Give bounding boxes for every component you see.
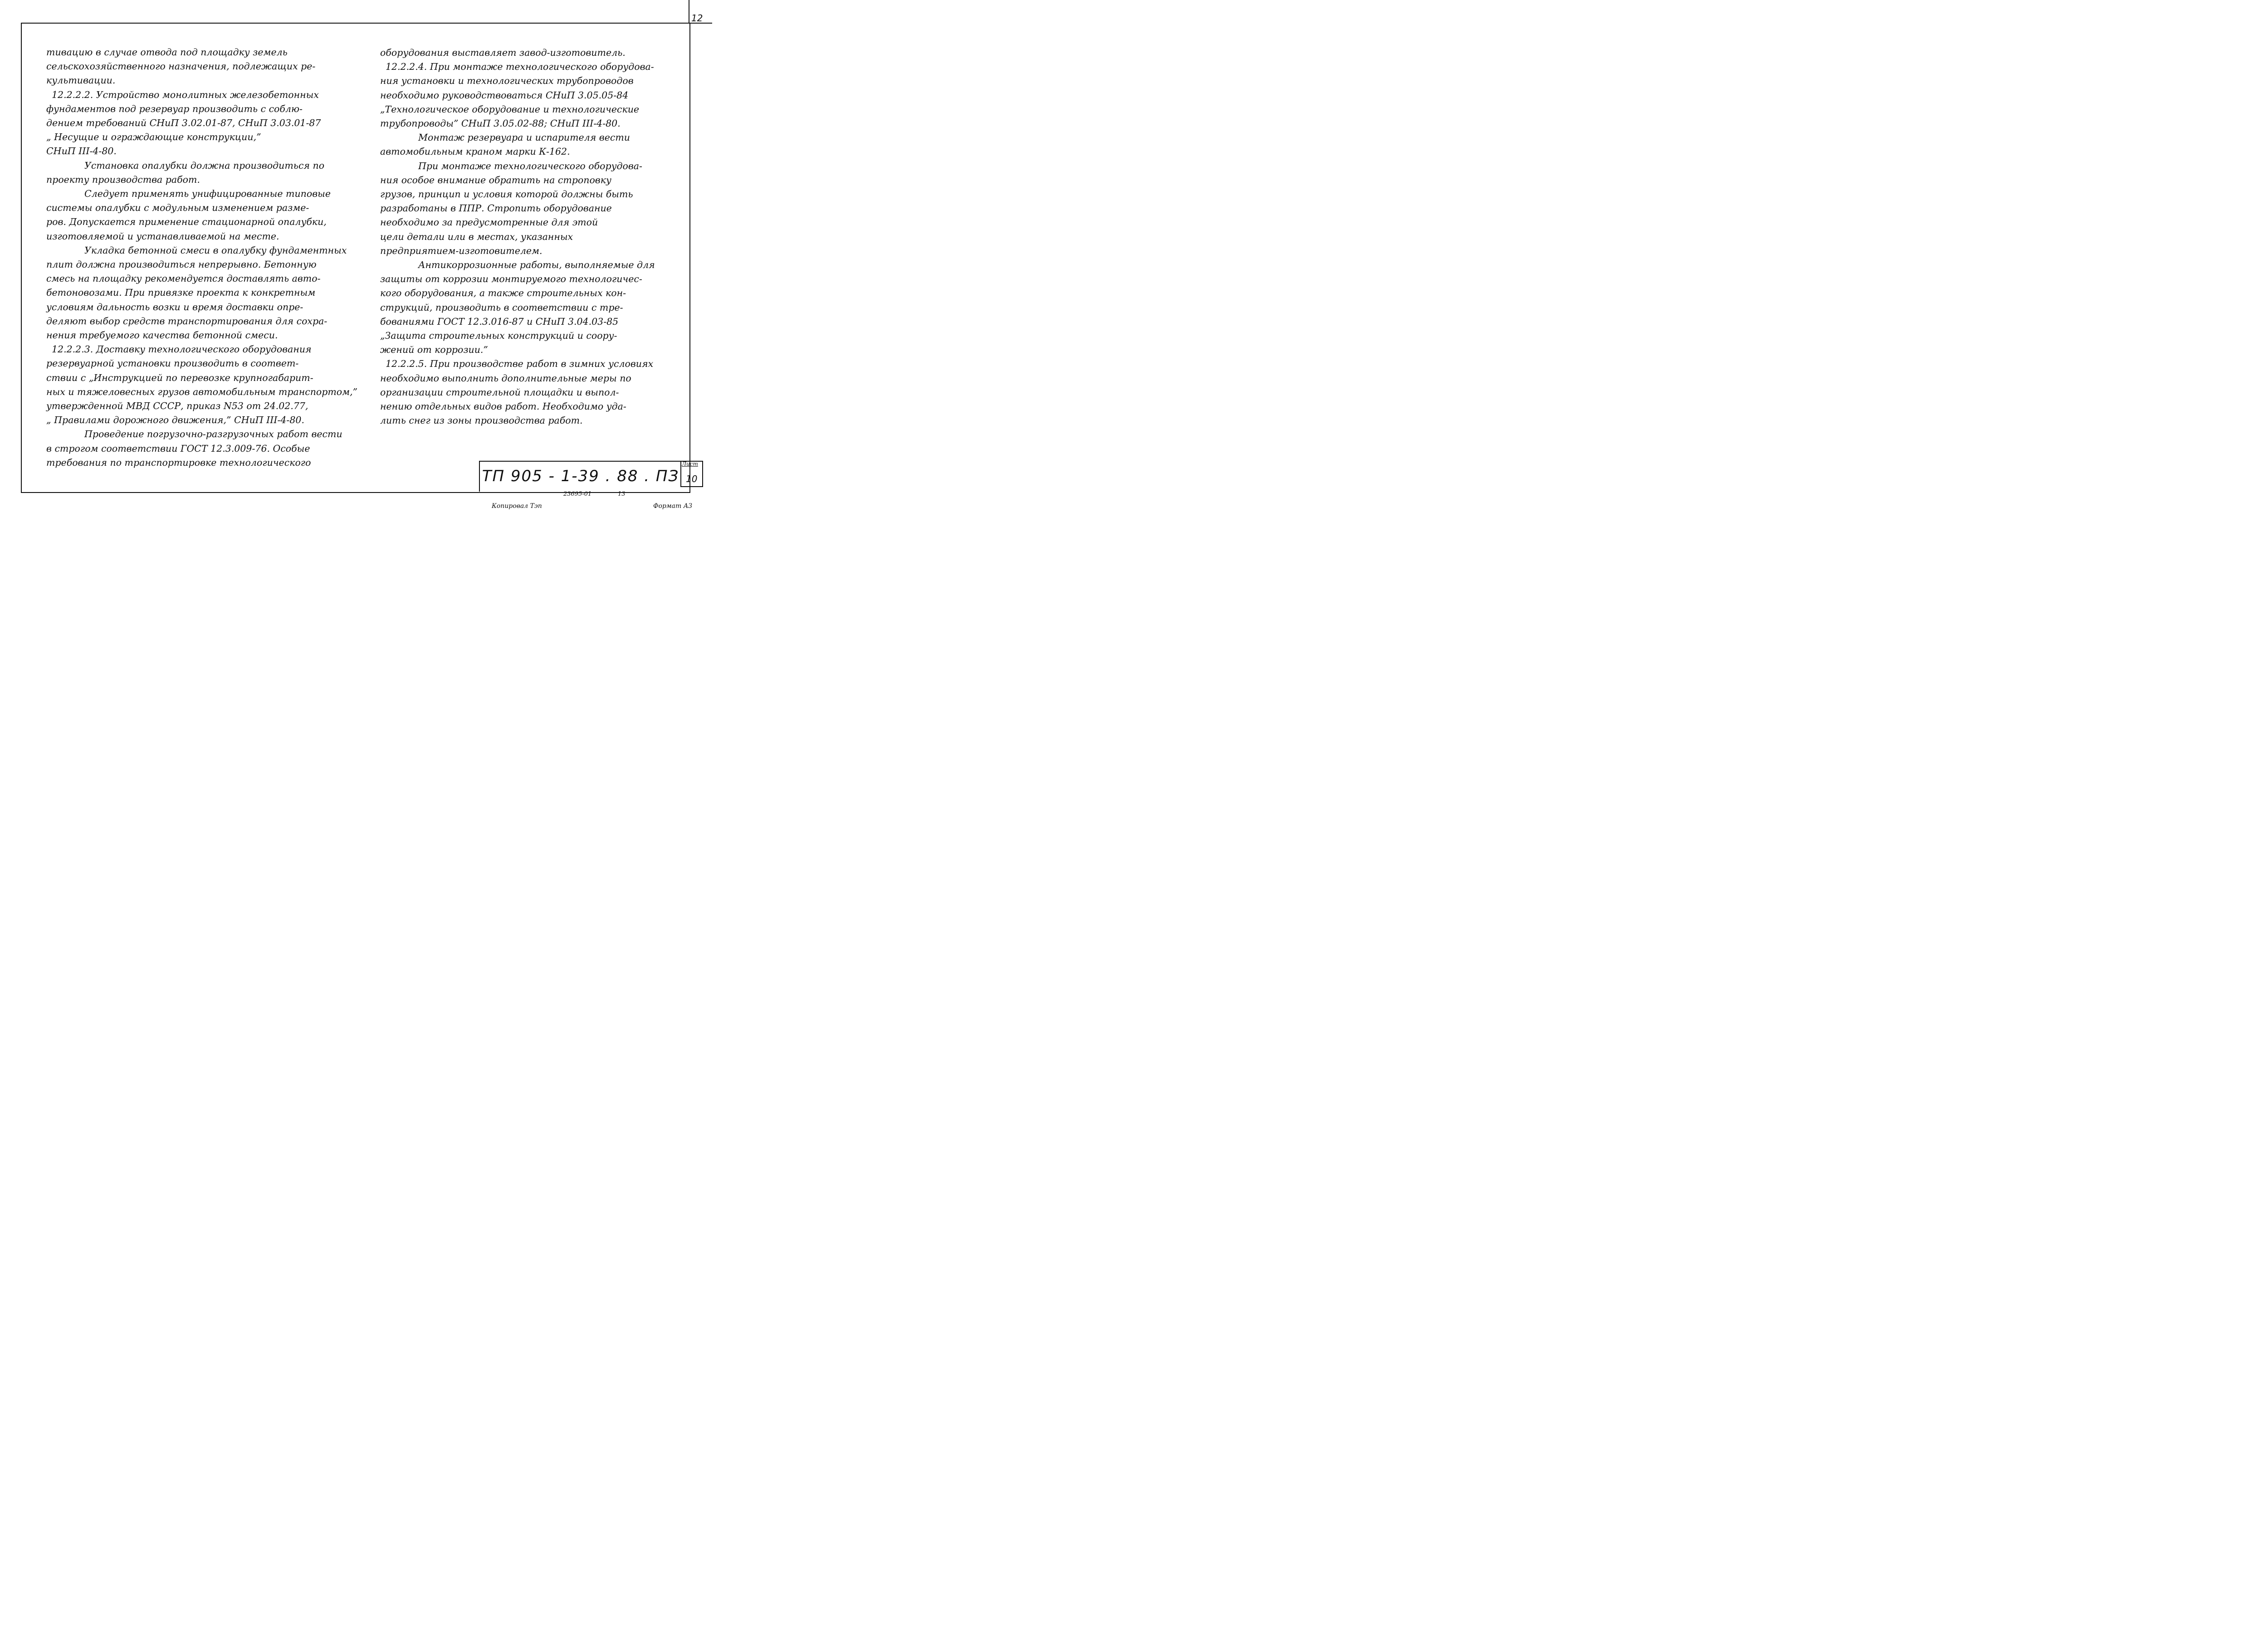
text-line: ров. Допускается применение стационарной опалубки, [46, 216, 327, 228]
text-line: предприятием-изготовителем. [380, 245, 543, 256]
text-line: плит должна производиться непрерывно. Бетонную [46, 259, 317, 270]
text-line: жений от коррозии.” [380, 344, 488, 356]
text-line: разработаны в ППР. Стропить оборудование [380, 203, 612, 214]
text-line: защиты от коррозии монтируемого технологичес- [380, 273, 642, 285]
footer-format: Формат А3 [653, 502, 693, 510]
sheet-label: Лист [682, 461, 698, 467]
text-line: ных и тяжеловесных грузов автомобильным транспортом,” [46, 386, 358, 397]
text-line: „Защита строительных конструкций и соору- [380, 330, 617, 341]
text-line: требования по транспортировке технологического [46, 457, 311, 468]
text-line: „ Правилами дорожного движения,” СНиП III-4-80. [46, 415, 304, 426]
text-line: При монтаже технологического оборудова- [418, 160, 642, 171]
text-line: организации строительной площадки и выпол- [380, 386, 619, 398]
text-line: тивацию в случае отвода под площадку земель [46, 47, 288, 58]
text-line: бованиями ГОСТ 12.3.016-87 и СНиП 3.04.03-85 [380, 316, 619, 327]
text-line: „ Несущие и ограждающие конструкции,” [46, 132, 261, 143]
text-line: изготовляемой и устанавливаемой на месте. [46, 230, 279, 242]
text-line: фундаментов под резервуар производить с соблю- [46, 103, 303, 114]
text-line: оборудования выставляет завод-изготовитель. [380, 47, 626, 58]
text-line: Проведение погрузочно-разгрузочных работ вести [84, 429, 342, 440]
text-line: бетоновозами. При привязке проекта к конкретным [46, 287, 316, 298]
text-line: СНиП III-4-80. [46, 146, 117, 157]
section-heading-12-2-2-3: 12.2.2.3. Доставку технологического оборудования [52, 344, 312, 355]
text-line: Антикоррозионные работы, выполняемые для [418, 259, 655, 271]
text-line: ния особое внимание обратить на строповку [380, 174, 611, 185]
text-line: „Технологическое оборудование и технологические [380, 103, 640, 115]
document-code: ТП 905 - 1-39 . 88 . ПЗ [482, 467, 679, 485]
text-line: системы опалубки с модульным изменением разме- [46, 202, 309, 214]
text-line: необходимо выполнить дополнительные меры по [380, 372, 631, 384]
left-text-column [46, 45, 359, 470]
text-line: цели детали или в местах, указанных [380, 231, 573, 242]
text-line: ния установки и технологических трубопроводов [380, 75, 634, 87]
text-line: кого оборудования, а также строительных кон- [380, 288, 626, 299]
text-line: Укладка бетонной смеси в опалубку фундаментных [84, 244, 347, 256]
section-heading-12-2-2-5: 12.2.2.5. При производстве работ в зимних условиях [386, 358, 654, 370]
text-line: грузов, принцип и условия которой должны быть [380, 189, 633, 200]
text-line: в строгом соответствии ГОСТ 12.3.009-76. Особые [46, 443, 310, 454]
text-line: необходимо за предусмотренные для этой [380, 217, 598, 228]
text-line: деляют выбор средств транспортирования для сохра- [46, 315, 327, 327]
text-line: струкций, производить в соответствии с тре- [380, 302, 623, 313]
text-line: ствии с „Инструкцией по перевозке крупногабарит- [46, 372, 313, 383]
right-text-column [380, 46, 681, 428]
footer-order-number: 23695-01 [563, 491, 592, 498]
text-line: трубопроводы” СНиП 3.05.02-88; СНиП III-4-80. [380, 118, 621, 129]
text-line: условиям дальность возки и время доставки опре- [46, 301, 303, 312]
corner-page-number: 12 [691, 13, 703, 24]
text-line: сельскохозяйственного назначения, подлежащих ре- [46, 61, 316, 72]
text-line: автомобильным краном марки К-162. [380, 146, 570, 157]
title-block [479, 461, 681, 492]
section-heading-12-2-2-4: 12.2.2.4. При монтаже технологического оборудова- [386, 61, 654, 73]
text-line: нения требуемого качества бетонной смеси. [46, 330, 278, 341]
text-line: резервуарной установки производить в соответ- [46, 358, 299, 369]
text-line: культивации. [46, 75, 116, 86]
text-line: Установка опалубки должна производиться по [84, 160, 325, 171]
text-line: проекту производства работ. [46, 174, 200, 185]
footer-copy-number: 13 [618, 491, 626, 498]
text-line: Следует применять унифицированные типовые [84, 188, 331, 200]
text-line: нению отдельных видов работ. Необходимо уда- [380, 401, 626, 412]
text-line: необходимо руководствоваться СНиП 3.05.05-84 [380, 89, 629, 101]
sheet-number: 10 [686, 473, 698, 484]
footer-copied: Копировал Тэп [492, 502, 542, 510]
text-line: смесь на площадку рекомендуется доставлять авто- [46, 273, 321, 284]
text-line: Монтаж резервуара и испарителя вести [418, 132, 630, 143]
text-line: лить снег из зоны производства работ. [380, 415, 583, 426]
section-heading-12-2-2-2: 12.2.2.2. Устройство монолитных железобетонных [52, 89, 319, 100]
text-line: утвержденной МВД СССР, приказ N53 от 24.02.77, [46, 400, 308, 412]
text-line: дением требований СНиП 3.02.01-87, СНиП 3.03.01-87 [46, 117, 321, 129]
